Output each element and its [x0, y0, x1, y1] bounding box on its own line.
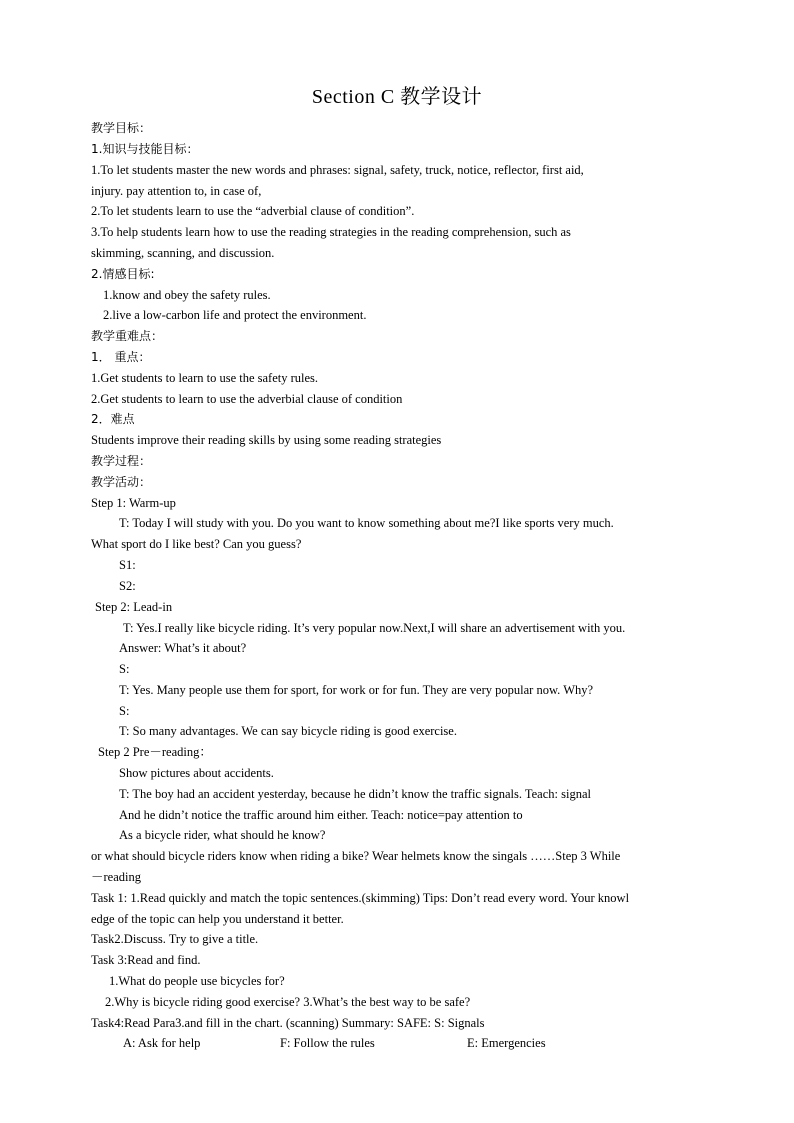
text-line: 2.To let students learn to use the “adverbial clause of condition”.	[91, 204, 415, 218]
text-line: S2:	[119, 579, 136, 593]
text-line: 2．难点	[91, 412, 135, 426]
text-line: －reading	[91, 870, 141, 884]
text-line: F: Follow the rules	[280, 1036, 375, 1050]
text-line: E: Emergencies	[467, 1036, 546, 1050]
text-line: 教学重难点：	[91, 329, 164, 343]
text-line: 教学过程：	[91, 454, 152, 468]
text-line: T: So many advantages. We can say bicycle riding is good exercise.	[119, 724, 457, 738]
text-line: T: Today I will study with you. Do you want to know something about me?I like sports very much.	[119, 516, 614, 530]
text-line: Step 2 Pre－reading：	[98, 745, 212, 759]
text-line: skimming, scanning, and discussion.	[91, 246, 275, 260]
text-line: Answer: What’s it about?	[119, 641, 247, 655]
text-line: Task2.Discuss. Try to give a title.	[91, 932, 259, 946]
text-line: S:	[119, 704, 130, 718]
text-line: Task 1: 1.Read quickly and match the topic sentences.(skimming) Tips: Don’t read every word. Your knowl	[91, 891, 630, 905]
text-line: Students improve their reading skills by using some reading strategies	[91, 433, 442, 447]
text-line: S1:	[119, 558, 136, 572]
text-line: T: Yes.I really like bicycle riding. It’s very popular now.Next,I will share an advertisement with you.	[123, 621, 626, 635]
text-line: Task 3:Read and find.	[91, 953, 201, 967]
text-line: injury. pay attention to, in case of,	[91, 184, 262, 198]
text-line: As a bicycle rider, what should he know?	[119, 828, 326, 842]
document-title: Section C 教学设计	[311, 86, 483, 108]
text-line: A: Ask for help	[123, 1036, 201, 1050]
text-line: Step 2: Lead-in	[95, 600, 173, 614]
text-line: S:	[119, 662, 130, 676]
text-line: T: The boy had an accident yesterday, because he didn’t know the traffic signals. Teach: signal	[119, 787, 591, 801]
text-line: 1.Get students to learn to use the safety rules.	[91, 371, 319, 385]
text-line: edge of the topic can help you understand it better.	[91, 912, 344, 926]
text-line: 1.What do people use bicycles for?	[109, 974, 285, 988]
text-line: 1.知识与技能目标：	[91, 142, 199, 156]
text-line: And he didn’t notice the traffic around him either. Teach: notice=pay attention to	[119, 808, 523, 822]
text-line: 3.To help students learn how to use the reading strategies in the reading comprehension, such as	[91, 225, 571, 239]
text-line: 2.情感目标:	[91, 267, 155, 281]
text-line: 教学活动：	[91, 475, 152, 489]
text-line: 1.know and obey the safety rules.	[103, 288, 271, 302]
text-line: Step 1: Warm-up	[91, 496, 176, 510]
text-line: 1． 重点：	[91, 350, 151, 364]
text-line: or what should bicycle riders know when riding a bike? Wear helmets know the singals ……Step 3 While	[91, 849, 621, 863]
text-line: Task4:Read Para3.and fill in the chart. (scanning) Summary: SAFE: S: Signals	[91, 1016, 485, 1030]
text-line: Show pictures about accidents.	[119, 766, 274, 780]
text-line: 1.To let students master the new words and phrases: signal, safety, truck, notice, reflector, first aid,	[91, 163, 584, 177]
text-line: T: Yes. Many people use them for sport, for work or for fun. They are very popular now. Why?	[119, 683, 594, 697]
text-line: 2.Get students to learn to use the adverbial clause of condition	[91, 392, 403, 406]
text-line: 教学目标：	[91, 121, 152, 135]
text-line: 2.Why is bicycle riding good exercise? 3.What’s the best way to be safe?	[105, 995, 471, 1009]
text-line: 2.live a low-carbon life and protect the environment.	[103, 308, 367, 322]
text-line: What sport do I like best? Can you guess?	[91, 537, 302, 551]
